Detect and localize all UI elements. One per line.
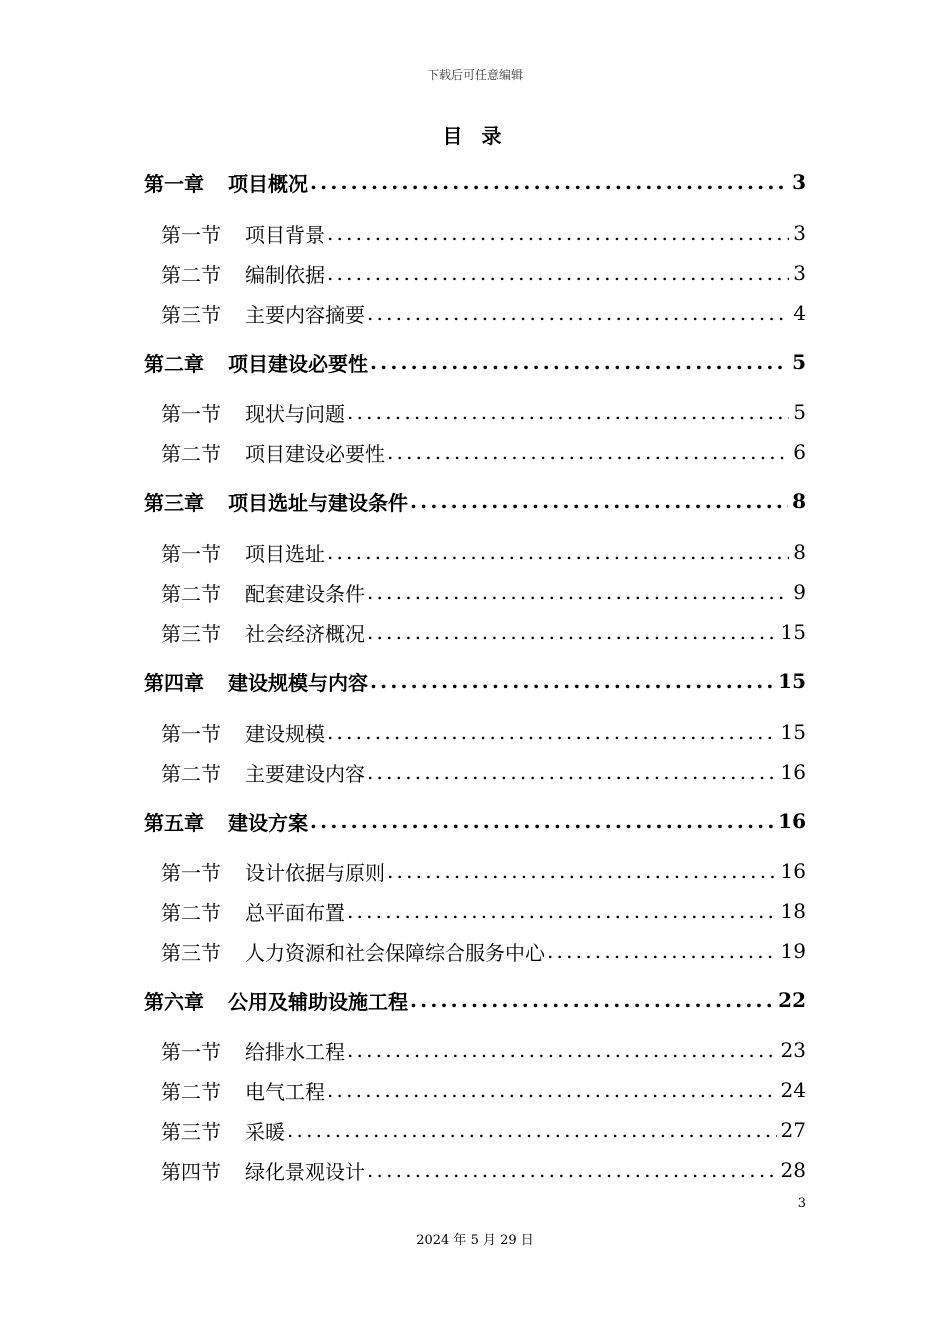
toc-entry-number: 第一章 [144,171,204,196]
toc-leader-dots [368,350,788,374]
page-number: 3 [797,1196,806,1211]
toc-entry-number: 第二节 [161,900,221,925]
toc-entry-page: 19 [780,939,806,963]
toc-leader-dots [365,620,777,644]
toc-entry-page: 3 [792,170,806,194]
toc-leader-dots [345,899,777,923]
toc-entry-page: 8 [793,540,806,564]
toc-section-entry[interactable] [161,714,806,750]
toc-entry-title: 主要内容摘要 [245,302,365,327]
toc-entry-number: 第四章 [144,670,204,695]
toc-chapter-entry[interactable] [144,483,806,519]
toc-leader-dots [308,809,774,833]
toc-leader-dots [365,760,777,784]
toc-leader-dots [385,440,789,464]
toc-entry-number: 第一节 [161,860,221,885]
toc-section-entry[interactable] [161,1112,806,1148]
toc-section-entry[interactable] [161,215,806,251]
toc-section-entry[interactable] [161,1152,806,1188]
toc-entry-page: 24 [780,1078,806,1102]
toc-entry-number: 第二节 [161,441,221,466]
toc-entry-number: 第二章 [144,351,204,376]
toc-entry-number: 第一节 [161,721,221,746]
toc-entry-page: 16 [780,760,806,784]
toc-entry-page: 5 [793,400,806,424]
toc-entry-number: 第三节 [161,1119,221,1144]
toc-entry-title: 项目建设必要性 [245,441,385,466]
toc-entry-number: 第二节 [161,1079,221,1104]
toc-entry-title: 建设规模与内容 [228,670,368,695]
toc-entry-page: 23 [780,1038,806,1062]
toc-entry-number: 第一节 [161,401,221,426]
toc-section-entry[interactable] [161,754,806,790]
toc-entry-number: 第二节 [161,262,221,287]
toc-entry-page: 15 [778,669,806,693]
header-note: 下载后可任意编辑 [426,68,523,82]
toc-leader-dots [325,221,789,245]
toc-leader-dots [325,261,789,285]
toc-entry-number: 第三节 [161,621,221,646]
toc-leader-dots [325,540,789,564]
toc-leader-dots [325,1078,777,1102]
toc-section-entry[interactable] [161,1072,806,1108]
toc-entry-page: 16 [778,809,806,833]
toc-leader-dots [285,1118,777,1142]
toc-entry-title: 公用及辅助设施工程 [228,989,408,1014]
toc-entry-number: 第六章 [144,989,204,1014]
toc-entry-page: 16 [780,859,806,883]
toc-entry-title: 项目背景 [245,222,325,247]
toc-chapter-entry[interactable] [144,803,806,839]
toc-leader-dots [365,1158,777,1182]
toc-entry-title: 项目建设必要性 [228,351,368,376]
toc-leader-dots [365,301,789,325]
footer-date: 2024 年 5 月 29 日 [416,1233,534,1248]
toc-chapter-entry[interactable] [144,164,806,200]
toc-section-entry[interactable] [161,853,806,889]
toc-leader-dots [345,1038,777,1062]
toc-entry-title: 采暖 [245,1119,285,1144]
toc-entry-title: 绿化景观设计 [245,1159,365,1184]
toc-section-entry[interactable] [161,295,806,331]
toc-entry-number: 第一节 [161,1039,221,1064]
toc-entry-number: 第二节 [161,761,221,786]
toc-chapter-entry[interactable] [144,982,806,1018]
toc-entry-number: 第二节 [161,581,221,606]
toc-entry-page: 9 [793,580,806,604]
toc-chapter-entry[interactable] [144,663,806,699]
toc-entry-title: 给排水工程 [245,1039,345,1064]
toc-entry-title: 设计依据与原则 [245,860,385,885]
toc-entry-title: 总平面布置 [245,900,345,925]
toc-entry-number: 第一节 [161,541,221,566]
toc-entry-page: 3 [793,261,806,285]
toc-section-entry[interactable] [161,574,806,610]
toc-section-entry[interactable] [161,394,806,430]
toc-entry-page: 4 [793,301,806,325]
toc-entry-number: 第一节 [161,222,221,247]
toc-leader-dots [368,669,774,693]
toc-entry-number: 第三节 [161,940,221,965]
toc-entry-title: 主要建设内容 [245,761,365,786]
toc-entry-title: 配套建设条件 [245,581,365,606]
toc-leader-dots [325,720,777,744]
toc-section-entry[interactable] [161,1032,806,1068]
toc-chapter-entry[interactable] [144,344,806,380]
toc-entry-number: 第三节 [161,302,221,327]
toc-entry-title: 建设规模 [245,721,325,746]
toc-entry-page: 28 [780,1158,806,1182]
toc-section-entry[interactable] [161,534,806,570]
toc-entry-page: 5 [792,350,806,374]
toc-leader-dots [308,170,788,194]
toc-section-entry[interactable] [161,255,806,291]
toc-leader-dots [345,400,789,424]
toc-entry-title: 项目选址 [245,541,325,566]
toc-entry-page: 27 [780,1118,806,1142]
toc-entry-number: 第三章 [144,490,204,515]
toc-title: 目 录 [442,124,508,148]
toc-leader-dots [408,988,774,1012]
toc-entry-page: 8 [792,489,806,513]
toc-entry-page: 15 [780,620,806,644]
toc-leader-dots [408,489,788,513]
toc-entry-title: 现状与问题 [245,401,345,426]
toc-leader-dots [365,580,789,604]
toc-section-entry[interactable] [161,614,806,650]
toc-entry-number: 第五章 [144,810,204,835]
toc-entry-title: 社会经济概况 [245,621,365,646]
toc-entry-title: 人力资源和社会保障综合服务中心 [245,940,545,965]
toc-entry-title: 电气工程 [245,1079,325,1104]
toc-leader-dots [545,939,777,963]
toc-entry-page: 15 [780,720,806,744]
toc-entry-title: 编制依据 [245,262,325,287]
toc-entry-number: 第四节 [161,1159,221,1184]
toc-section-entry[interactable] [161,434,806,470]
toc-entry-page: 6 [793,440,806,464]
toc-section-entry[interactable] [161,893,806,929]
toc-entry-title: 项目选址与建设条件 [228,490,408,515]
toc-entry-page: 3 [793,221,806,245]
toc-leader-dots [385,859,777,883]
toc-entry-title: 项目概况 [228,171,308,196]
toc-entry-title: 建设方案 [228,810,308,835]
toc-entry-page: 18 [780,899,806,923]
toc-entry-page: 22 [778,988,806,1012]
toc-section-entry[interactable] [161,933,806,969]
